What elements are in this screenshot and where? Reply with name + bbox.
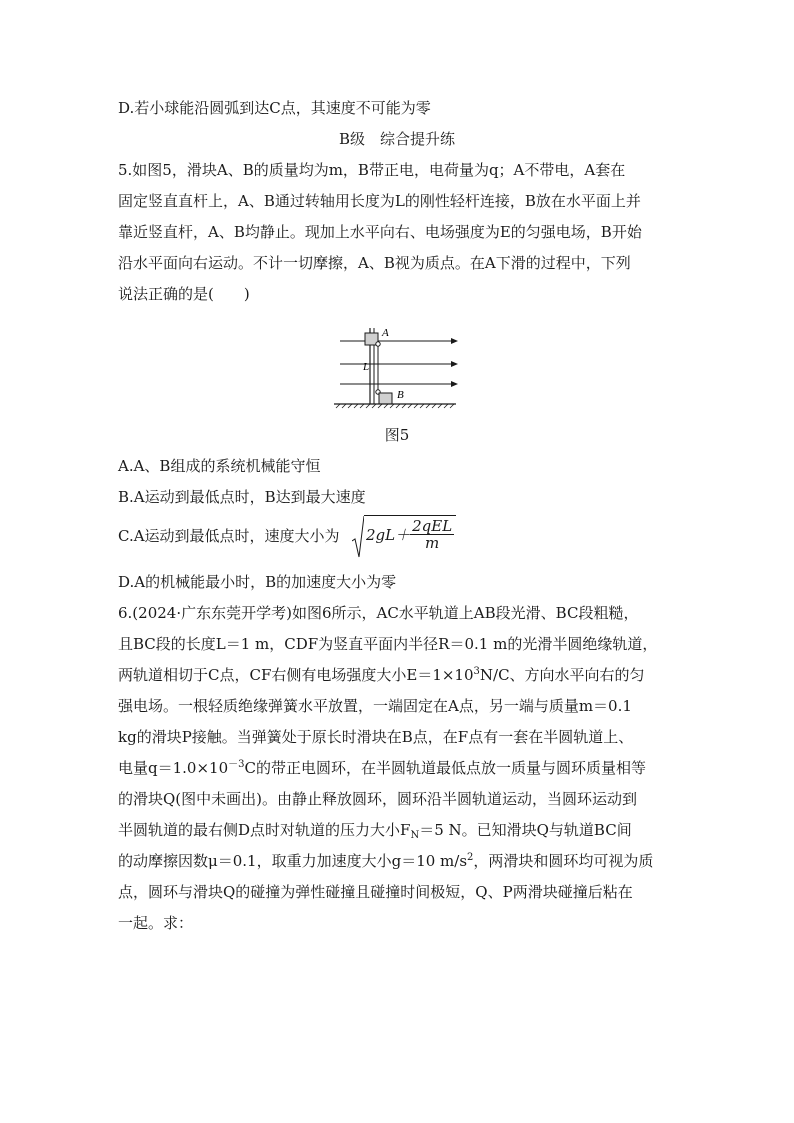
q6-line-3-sup: 3 — [473, 666, 480, 677]
q5-option-c-formula — [352, 515, 456, 551]
field-arrowheads — [451, 338, 458, 387]
q5-option-b: B.A运动到最低点时，B达到最大速度 — [118, 488, 366, 506]
q6-line-8-a: 半圆轨道的最右侧D点时对轨道的压力大小F — [118, 821, 411, 839]
q5-line-2: 固定竖直直杆上，A、B通过转轴用长度为L的刚性轻杆连接，B放在水平面上并 — [118, 192, 641, 210]
fraction-numerator: 2qEL — [412, 517, 453, 535]
q6-line-2: 且BC段的长度L＝1 m，CDF为竖直平面内半径R＝0.1 m的光滑半圆绝缘轨道， — [118, 635, 658, 653]
block-b — [379, 393, 392, 404]
q6-line-8-sub: N — [410, 830, 420, 841]
q6-line-8 — [118, 820, 632, 840]
q6-line-6-a: 电量q＝1.0×10 — [118, 759, 229, 777]
q6-line-5: kg的滑块P接触。当弹簧处于原长时滑块在B点，在F点有一套在半圆轨道上、 — [118, 728, 634, 746]
q6-line-1: 6.(2024·广东东莞开学考)如图6所示，AC水平轨道上AB段光滑、BC段粗糙， — [118, 604, 639, 622]
sqrt-sign — [352, 515, 364, 559]
figure-5-caption: 图5 — [384, 426, 410, 444]
q6-line-6-b: C的带正电圆环，在半圆轨道最低点放一质量与圆环质量相等 — [244, 759, 646, 777]
q5-option-d: D.A的机械能最小时，B的加速度大小为零 — [118, 573, 397, 591]
fraction-denominator: m — [425, 534, 440, 552]
q6-line-11: 一起。求： — [118, 914, 194, 932]
q6-line-8-b: ＝5 N。已知滑块Q与轨道BC间 — [419, 821, 632, 839]
label-b: B — [397, 389, 404, 401]
label-a: A — [382, 327, 389, 339]
q6-line-10: 点，圆环与滑块Q的碰撞为弹性碰撞且碰撞时间极短，Q、P两滑块碰撞后粘在 — [118, 883, 633, 901]
q6-line-9 — [118, 851, 653, 871]
pivot-a — [376, 342, 380, 346]
formula-fraction — [410, 518, 454, 551]
electric-field-lines — [340, 341, 454, 384]
q6-line-7: 的滑块Q(图中未画出)。由静止释放圆环，圆环沿半圆轨道运动，当圆环运动到 — [118, 790, 638, 808]
q6-line-3-a: 两轨道相切于C点，CF右侧有电场强度大小E＝1×10 — [118, 666, 474, 684]
label-l: L — [363, 361, 370, 373]
q6-line-4: 强电场。一根轻质绝缘弹簧水平放置，一端固定在A点，另一端与质量m＝0.1 — [118, 697, 632, 715]
q5-line-5: 说法正确的是( ) — [118, 285, 250, 303]
q5-line-1: 5.如图5，滑块A、B的质量均为m，B带正电，电荷量为q；A不带电，A套在 — [118, 161, 626, 179]
formula-lead: 2gL＋ — [366, 526, 411, 544]
q5-line-4: 沿水平面向右运动。不计一切摩擦，A、B视为质点。在A下滑的过程中，下列 — [118, 254, 631, 272]
q6-line-9-a: 的动摩擦因数μ＝0.1，取重力加速度大小g＝10 m/s — [118, 852, 468, 870]
q6-line-3 — [118, 665, 645, 685]
ground-hatching — [336, 404, 454, 408]
q5-option-a: A.A、B组成的系统机械能守恒 — [118, 457, 321, 475]
option-d-previous: D.若小球能沿圆弧到达C点，其速度不可能为零 — [118, 99, 431, 117]
q5-line-3: 靠近竖直杆，A、B均静止。现加上水平向右、电场强度为E的匀强电场，B开始 — [118, 223, 642, 241]
q6-line-6 — [118, 758, 646, 778]
q6-line-9-b: ，两滑块和圆环均可视为质 — [473, 852, 654, 870]
q6-line-9-sup: 2 — [467, 852, 474, 863]
q6-line-6-sup: －3 — [228, 759, 245, 770]
q6-line-3-b: N/C、方向水平向右的匀 — [479, 666, 645, 684]
figure-5-diagram — [334, 326, 464, 412]
q5-option-c: C.A运动到最低点时，速度大小为 — [118, 527, 340, 545]
section-title: B级 综合提升练 — [338, 130, 456, 148]
